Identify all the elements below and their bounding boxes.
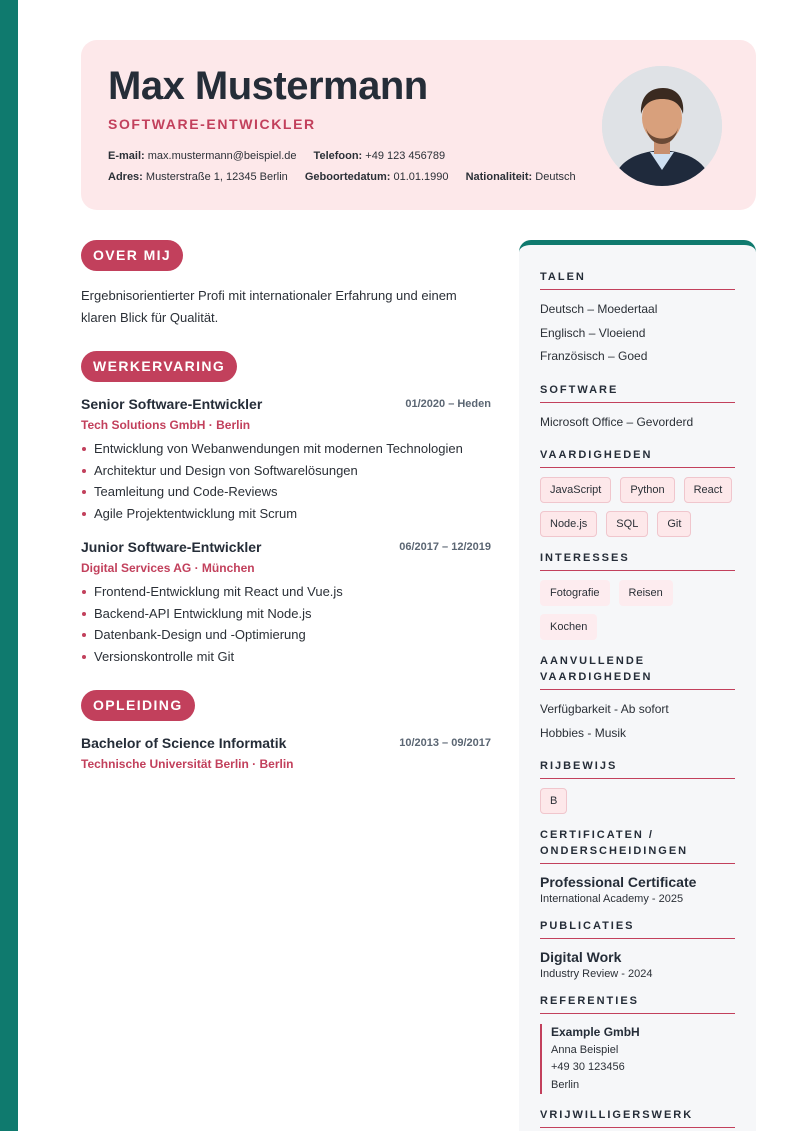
skill-tag: Node.js	[540, 511, 597, 537]
bullet-item: Entwicklung von Webanwendungen mit modernen Technologien	[81, 438, 491, 460]
sidebar-heading: INTERESSES	[540, 550, 735, 571]
sidebar-license	[540, 758, 735, 814]
interest-tag: Reisen	[619, 580, 673, 606]
candidate-name: Max Mustermann	[108, 64, 428, 108]
reference-card	[540, 1024, 735, 1094]
bullet-item: Datenbank-Design und -Optimierung	[81, 624, 491, 646]
contact-label: Adres:	[108, 171, 143, 183]
profile-photo	[602, 66, 722, 186]
contact-row	[108, 150, 459, 162]
sidebar-heading: VAARDIGHEDEN	[540, 447, 735, 468]
skill-tag: JavaScript	[540, 477, 611, 503]
sidebar-volunteer	[540, 1107, 735, 1128]
language-item: Englisch – Vloeiend	[540, 325, 646, 340]
contact-address	[108, 171, 288, 183]
skill-tag: Python	[620, 477, 674, 503]
entry-title: Senior Software-Entwickler	[81, 396, 263, 412]
entry-employer: Tech Solutions GmbH · Berlin	[81, 418, 251, 432]
sidebar-skills	[540, 447, 735, 537]
entry-title: Junior Software-Entwickler	[81, 538, 262, 555]
bullet-item: Teamleitung und Code-Reviews	[81, 481, 491, 503]
interest-tag: Kochen	[540, 614, 597, 640]
sidebar-heading: TALEN	[540, 269, 735, 290]
sidebar-certificates	[540, 827, 735, 905]
experience-entry	[81, 539, 491, 668]
contact-nationality	[466, 171, 576, 183]
interest-tag: Fotografie	[540, 580, 610, 606]
contact-phone	[314, 150, 446, 162]
sidebar-heading: VRIJWILLIGERSWERK	[540, 1107, 735, 1128]
sidebar-publications	[540, 918, 735, 980]
section-heading-experience: WERKERVARING	[81, 351, 237, 382]
contact-value: max.mustermann@beispiel.de	[147, 150, 297, 162]
contact-row	[108, 171, 590, 183]
skill-tag: Git	[657, 511, 691, 537]
language-item: Deutsch – Moedertaal	[540, 302, 658, 316]
section-about	[81, 240, 491, 329]
sidebar-interests	[540, 550, 735, 640]
contact-value: +49 123 456789	[365, 150, 446, 162]
sidebar-references	[540, 993, 735, 1094]
experience-entry	[81, 396, 491, 525]
bullet-item: Frontend-Entwicklung mit React und Vue.js	[81, 581, 491, 603]
certificate-title: Professional Certificate	[540, 874, 697, 890]
reference-phone: +49 30 123456	[551, 1061, 625, 1073]
bullet-item: Agile Projektentwicklung mit Scrum	[81, 503, 491, 525]
contact-birthdate	[305, 171, 449, 183]
contact-label: Telefoon:	[313, 150, 363, 162]
additional-item: Hobbies - Musik	[540, 725, 627, 740]
skill-tag: SQL	[606, 511, 648, 537]
contact-value: 01.01.1990	[393, 171, 449, 183]
entry-employer: Digital Services AG · München	[81, 560, 255, 575]
entry-bullets	[81, 581, 491, 668]
reference-company: Example GmbH	[551, 1025, 640, 1039]
sidebar	[519, 240, 756, 1131]
section-experience	[81, 351, 491, 668]
contact-email	[108, 150, 296, 162]
header-card	[81, 40, 756, 210]
bullet-item: Backend-API Entwicklung mit Node.js	[81, 603, 491, 625]
section-heading-about: OVER MIJ	[81, 240, 183, 271]
publication-title: Digital Work	[540, 949, 622, 965]
section-education	[81, 690, 491, 771]
reference-person: Anna Beispiel	[551, 1043, 619, 1056]
language-item: Französisch – Goed	[540, 349, 648, 363]
sidebar-heading: RIJBEWIJS	[540, 758, 735, 779]
education-entry	[81, 735, 491, 771]
job-title: SOFTWARE-ENTWICKLER	[108, 116, 316, 132]
sidebar-additional-skills	[540, 653, 735, 745]
software-item: Microsoft Office – Gevorderd	[540, 414, 694, 429]
publication-source: Industry Review - 2024	[540, 968, 653, 980]
entry-bullets	[81, 438, 491, 525]
sidebar-heading: SOFTWARE	[540, 382, 735, 403]
contact-label: Nationaliteit:	[465, 171, 533, 183]
contact-label: Geboortedatum:	[304, 171, 391, 183]
about-text: Ergebnisorientierter Profi mit internationaler Erfahrung und einem klaren Blick für Qualität.	[81, 288, 457, 325]
entry-institution: Technische Universität Berlin · Berlin	[81, 756, 294, 771]
sidebar-heading: REFERENTIES	[540, 993, 735, 1014]
avatar-illustration	[602, 66, 722, 186]
contact-value: Musterstraße 1, 12345 Berlin	[145, 171, 288, 183]
entry-date: 10/2013 – 09/2017	[399, 736, 491, 749]
bullet-item: Versionskontrolle mit Git	[81, 646, 491, 668]
entry-date: 01/2020 – Heden	[405, 398, 491, 410]
contact-value: Deutsch	[535, 171, 576, 183]
license-tag: B	[540, 788, 567, 814]
side-accent-stripe	[0, 0, 18, 1131]
entry-date: 06/2017 – 12/2019	[399, 540, 491, 553]
additional-item: Verfügbarkeit - Ab sofort	[540, 702, 669, 716]
sidebar-heading: PUBLICATIES	[540, 918, 735, 939]
entry-title: Bachelor of Science Informatik	[81, 734, 287, 751]
certificate-issuer: International Academy - 2025	[540, 893, 684, 905]
reference-city: Berlin	[551, 1078, 580, 1091]
sidebar-heading: AANVULLENDE VAARDIGHEDEN	[540, 653, 735, 690]
section-heading-education: OPLEIDING	[81, 690, 195, 721]
sidebar-software	[540, 382, 735, 435]
sidebar-heading: CERTIFICATEN / ONDERSCHEIDINGEN	[540, 827, 735, 864]
skill-tag: React	[684, 477, 733, 503]
sidebar-languages	[540, 269, 735, 369]
main-column	[81, 240, 491, 771]
bullet-item: Architektur und Design von Softwarelösungen	[81, 460, 491, 482]
contact-label: E-mail:	[108, 150, 145, 162]
